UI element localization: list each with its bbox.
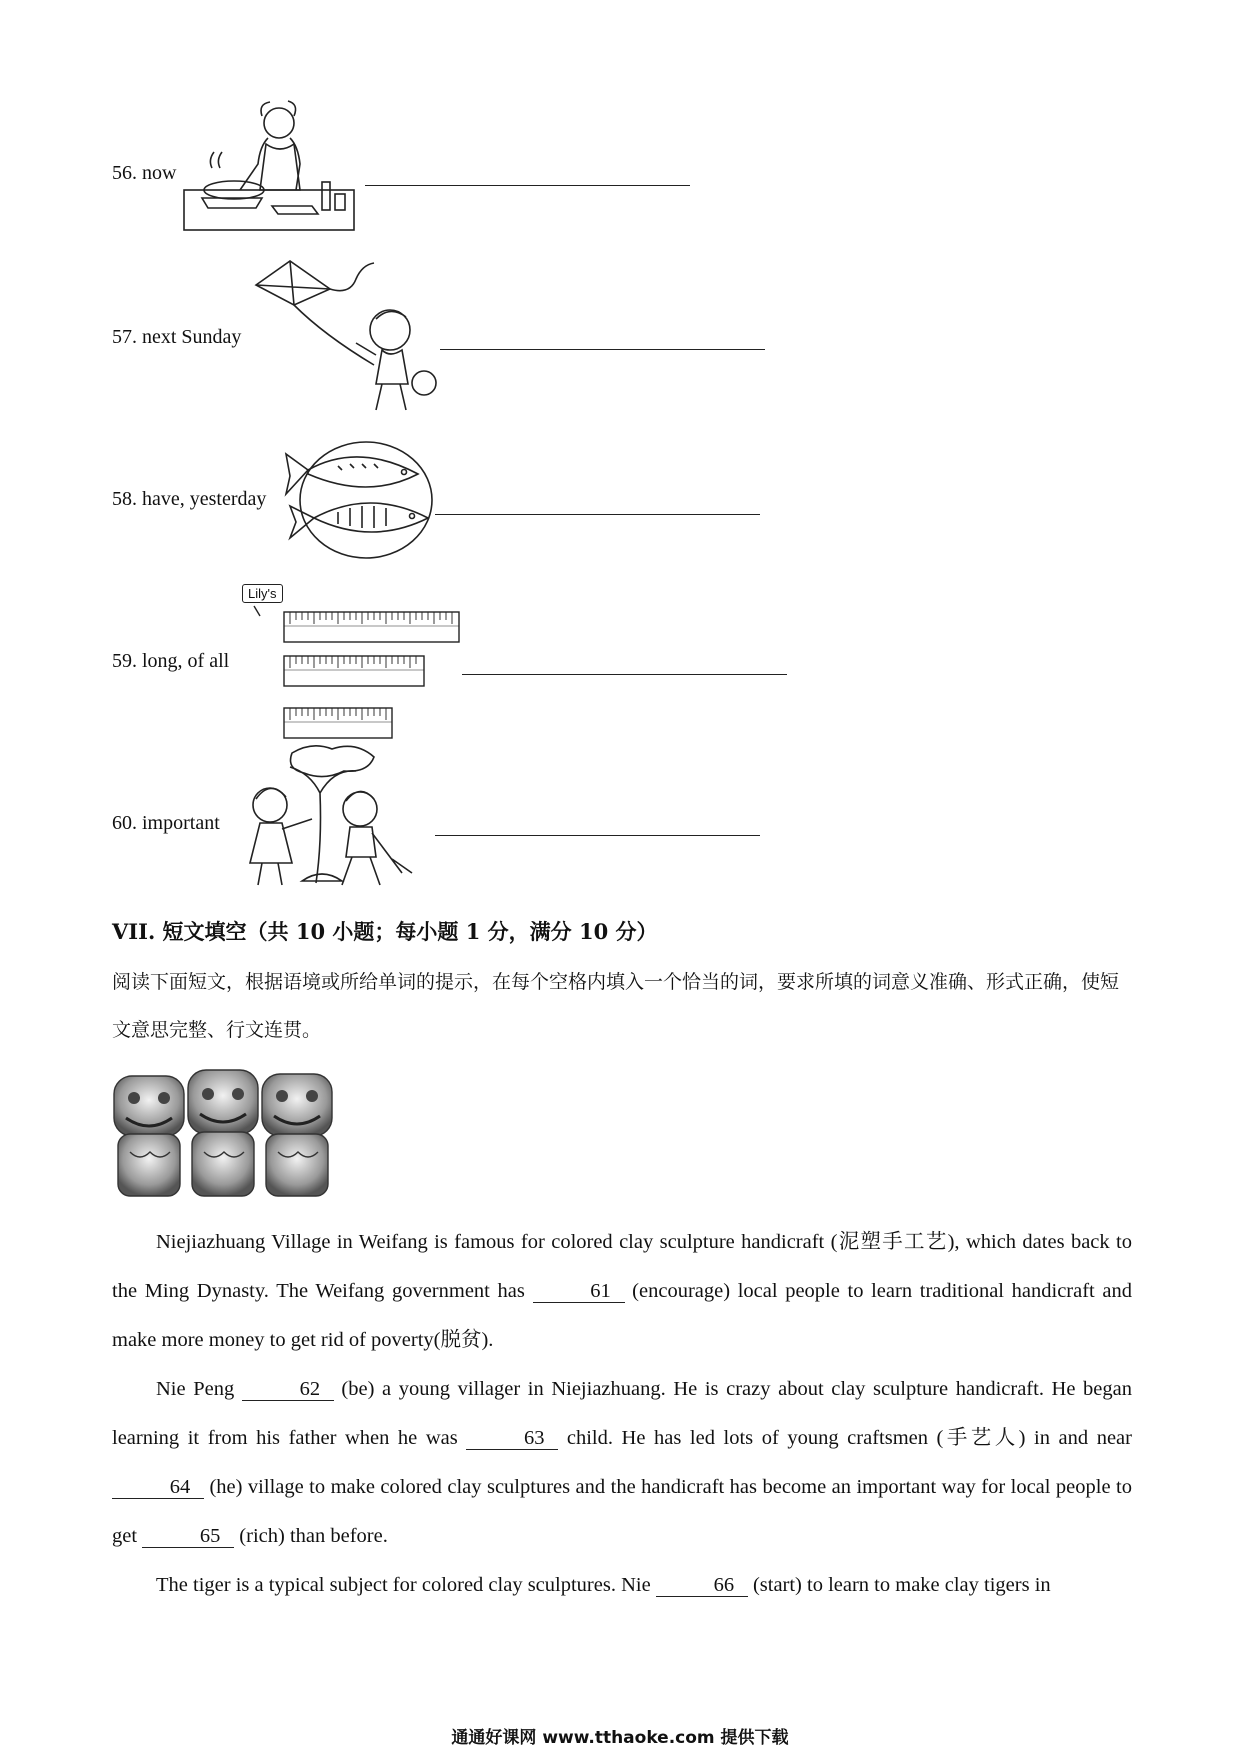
- blank-66[interactable]: 66: [656, 1574, 748, 1597]
- question-60-label: 60. important: [112, 812, 220, 834]
- paragraph-3-text-a: The tiger is a typical subject for colored clay sculptures. Nie: [156, 1574, 656, 1596]
- answer-line-57[interactable]: [440, 349, 765, 350]
- blank-61[interactable]: 61: [533, 1280, 625, 1303]
- section-title: VII. 短文填空（共 10 小题；每小题 1 分，满分 10 分）: [112, 919, 658, 944]
- clay-tiger-1: [114, 1076, 184, 1196]
- question-57-label: 57. next Sunday: [112, 326, 242, 348]
- paragraph-3: [112, 1561, 1132, 1610]
- paragraph-2-text-d: child. He has led lots of young craftsmen (手艺人) in and near: [558, 1427, 1132, 1449]
- clay-tigers-photo: [112, 1068, 334, 1202]
- answer-line-58[interactable]: [435, 514, 760, 515]
- fish-plate-icon: [278, 432, 438, 564]
- paragraph-2: [112, 1365, 1132, 1561]
- children-planting-tree-icon: [232, 743, 442, 893]
- section-instructions: 阅读下面短文，根据语境或所给单词的提示，在每个空格内填入一个恰当的词，要求所填的词意义准确、形式正确，使短文意思完整、行文连贯。: [112, 971, 1120, 1041]
- footer-watermark: 通通好课网 www.tthaoke.com 提供下载: [451, 1728, 789, 1748]
- blank-63[interactable]: 63: [466, 1427, 558, 1450]
- paragraph-2-text-c: (be) a young villager in Niejiazhuang. He is crazy about clay sculpture handicraft. He began learning it from his father when he was: [112, 1378, 1132, 1449]
- paragraph-1-text-c: (encourage) local people to learn traditional handicraft and make more money to get rid of poverty(脱贫).: [112, 1280, 1133, 1351]
- paragraph-2-text-f: (rich) than before.: [234, 1525, 388, 1547]
- paragraph-1: [112, 1218, 1132, 1365]
- clay-tiger-3: [262, 1074, 332, 1196]
- answer-line-60[interactable]: [435, 835, 760, 836]
- passage: [112, 1218, 1132, 1610]
- clay-tiger-2: [188, 1070, 258, 1196]
- lilys-tag: Lily's: [242, 584, 283, 603]
- question-56-label: 56. now: [112, 162, 177, 184]
- three-rulers-icon: [240, 584, 470, 744]
- paragraph-3-text-c: (start) to learn to make clay tigers in: [747, 1574, 1051, 1596]
- woman-cooking-icon: [182, 98, 360, 258]
- blank-65[interactable]: 65: [142, 1525, 234, 1548]
- answer-line-59[interactable]: [462, 674, 787, 675]
- answer-line-56[interactable]: [365, 185, 690, 186]
- question-59-label: 59. long, of all: [112, 650, 230, 672]
- paragraph-1-text-a: Niejiazhuang Village in Weifang is famous for colored clay sculpture handicraft (泥塑手工艺), which dates back to the Ming Dynasty. The Weifang government has: [112, 1231, 1132, 1302]
- blank-62[interactable]: 62: [242, 1378, 334, 1401]
- paragraph-2-text-e: (he) village to make colored clay sculptures and the handicraft has become an important way for local people to get: [112, 1476, 1132, 1547]
- question-58-label: 58. have, yesterday: [112, 488, 267, 510]
- blank-64[interactable]: 64: [112, 1476, 204, 1499]
- boy-flying-kite-icon: [250, 255, 440, 425]
- paragraph-2-text-a: Nie Peng: [156, 1378, 242, 1400]
